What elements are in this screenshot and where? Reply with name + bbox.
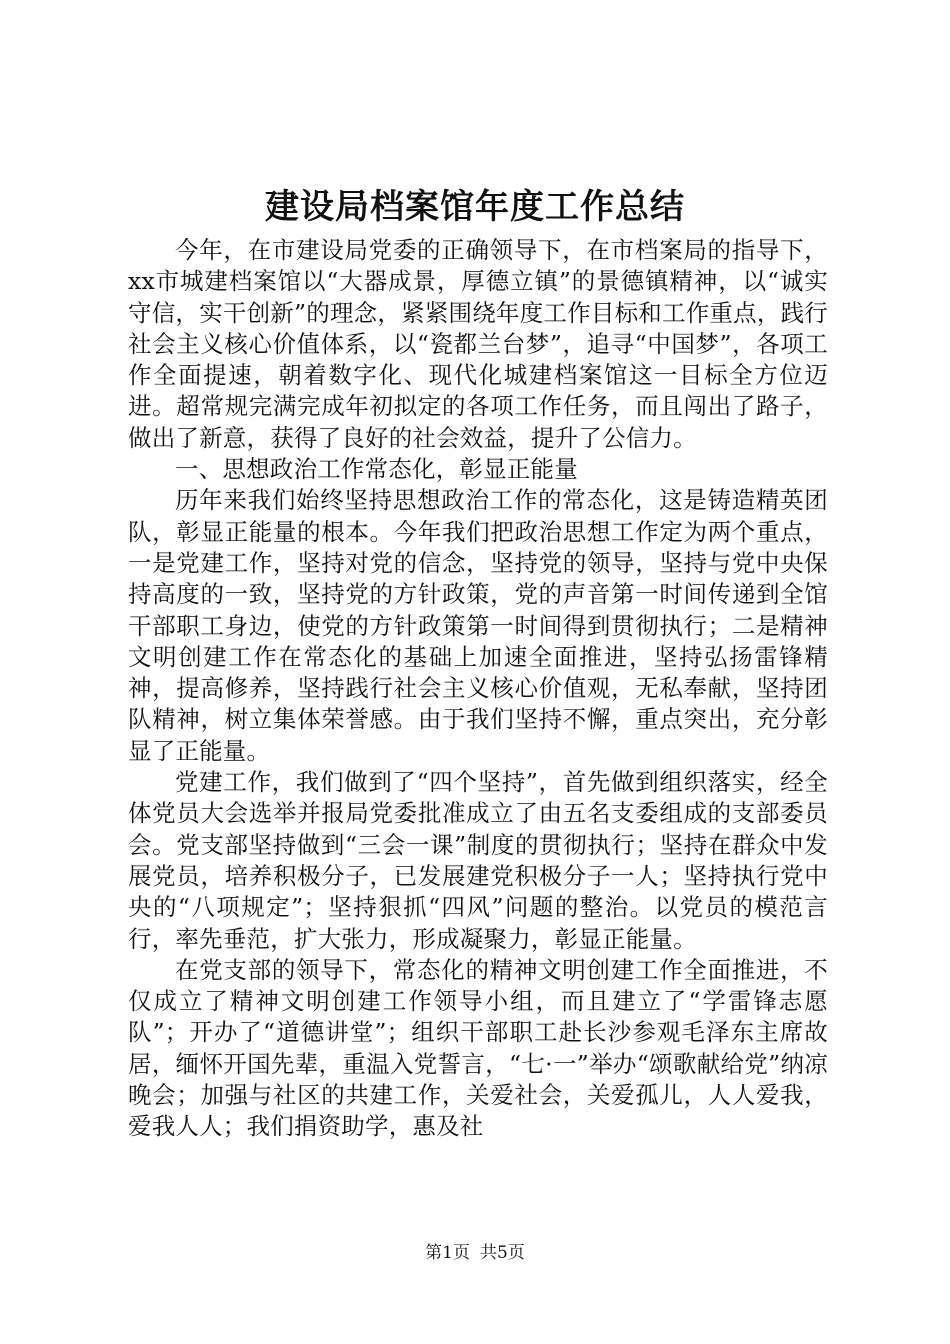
paragraph-civilization: 在党支部的领导下，常态化的精神文明创建工作全面推进，不仅成立了精神文明创建工作领导小组，而且建立了“学雷锋志愿队”；开办了“道德讲堂”；组织干部职工赴长沙参观毛泽东主席故居，缅怀开国先辈，重温入党誓言，“七·一”举办“颂歌献给党”纳凉晚会；加强与社区的共建工作，关爱社会，关爱孤儿，人人爱我，爱我人人；我们捐资助学，惠及社 [128,955,828,1141]
page-total: 共5页 [480,1243,525,1263]
page-number: 第1页 [425,1243,470,1263]
document-body [128,235,828,1143]
document-title: 建设局档案馆年度工作总结 [265,187,685,227]
paragraph-political-work: 历年来我们始终坚持思想政治工作的常态化，这是铸造精英团队，彰显正能量的根本。今年我们把政治思想工作定为两个重点，一是党建工作，坚持对党的信念，坚持党的领导，坚持与党中央保持高度的一致，坚持党的方针政策，党的声音第一时间传递到全馆干部职工身边，使党的方针政策第一时间得到贯彻执行；二是精神文明创建工作在常态化的基础上加速全面推进，坚持弘扬雷锋精神，提高修养，坚持践行社会主义核心价值观，无私奉献，坚持团队精神，树立集体荣誉感。由于我们坚持不懈，重点突出，充分彰显了正能量。 [128,486,828,765]
page-footer [0,1242,950,1264]
section-heading: 一、思想政治工作常态化，彰显正能量 [175,455,578,484]
paragraph-party-building: 党建工作，我们做到了“四个坚持”，首先做到组织落实，经全体党员大会选举并报局党委批准成立了由五名支委组成的支部委员会。党支部坚持做到“三会一课”制度的贯彻执行；坚持在群众中发展党员，培养积极分子，已发展建党积极分子一人；坚持执行党中央的“八项规定”；坚持狠抓“四风”问题的整治。以党员的模范言行，率先垂范，扩大张力，形成凝聚力，彰显正能量。 [128,768,828,953]
paragraph-intro: 今年，在市建设局党委的正确领导下，在市档案局的指导下，xx市城建档案馆以“大器成景，厚德立镇”的景德镇精神，以“诚实守信，实干创新”的理念，紧紧围绕年度工作目标和工作重点，践行社会主义核心价值体系，以“瓷都兰台梦”，追寻“中国梦”，各项工作全面提速，朝着数字化、现代化城建档案馆这一目标全方位迈进。超常规完满完成年初拟定的各项工作任务，而且闯出了路子，做出了新意，获得了良好的社会效益，提升了公信力。 [128,236,828,452]
